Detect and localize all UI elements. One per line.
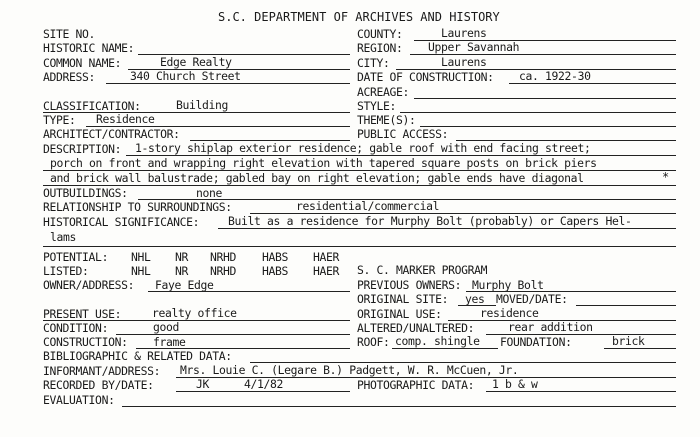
classification-value: Building <box>176 98 229 112</box>
listed-option-nhl: NHL <box>131 264 151 278</box>
bibliographic-label: BIBLIOGRAPHIC & RELATED DATA: <box>43 349 232 363</box>
listed-option-nr: NR <box>175 264 189 278</box>
description-line-2: porch on front and wrapping right elevation with tapered square posts on brick piers <box>50 156 597 170</box>
altered-value: rear addition <box>508 320 593 334</box>
construction-value: frame <box>153 335 186 349</box>
outbuildings-label: OUTBUILDINGS: <box>43 186 128 200</box>
county-value: Laurens <box>441 26 487 40</box>
description-line-3: and brick wall balustrade; gabled bay on right elevation; gable ends have diagonal <box>50 171 584 185</box>
original-use-label: ORIGINAL USE: <box>357 307 442 321</box>
foundation-label: FOUNDATION: <box>500 335 572 349</box>
public-access-label: PUBLIC ACCESS: <box>357 127 449 141</box>
historical-significance-underline-2 <box>43 246 676 247</box>
condition-underline <box>116 334 350 335</box>
condition-label: CONDITION: <box>43 321 109 335</box>
historical-significance-underline-1 <box>218 228 676 229</box>
owner-address-value: Faye Edge <box>155 278 214 292</box>
description-underline-3 <box>43 185 676 186</box>
outbuildings-value: none <box>196 186 223 200</box>
classification-underline <box>43 112 350 113</box>
relationship-value: residential/commercial <box>296 199 440 213</box>
type-label: TYPE: <box>43 113 76 127</box>
original-use-value: residence <box>480 306 539 320</box>
address-label: ADDRESS: <box>43 70 96 84</box>
common-name-value: Edge Realty <box>160 55 232 69</box>
listed-label: LISTED: <box>43 264 89 278</box>
photographic-data-value: 1 b & w <box>492 377 538 391</box>
historical-significance-line-1: Built as a residence for Murphy Bolt (probably) or Capers Hel- <box>228 214 632 228</box>
themes-label: THEME(S): <box>357 113 416 127</box>
style-underline <box>400 112 676 113</box>
roof-underline <box>392 348 498 349</box>
present-use-value: realty office <box>152 306 237 320</box>
previous-owners-value: Murphy Bolt <box>472 278 544 292</box>
common-name-label: COMMON NAME: <box>43 56 122 70</box>
previous-owners-label: PREVIOUS OWNERS: <box>357 278 462 292</box>
potential-option-nr: NR <box>175 250 189 264</box>
relationship-label: RELATIONSHIP TO SURROUNDINGS: <box>43 200 232 214</box>
date-of-construction-underline <box>509 83 676 84</box>
potential-option-nhl: NHL <box>131 250 151 264</box>
themes-underline <box>420 126 676 127</box>
evaluation-underline <box>122 406 676 407</box>
historic-name-label: HISTORIC NAME: <box>43 41 135 55</box>
acreage-label: ACREAGE: <box>357 85 410 99</box>
type-value: Residence <box>96 112 155 126</box>
recorded-date-value: 4/1/82 <box>244 377 284 391</box>
address-underline <box>106 83 350 84</box>
informant-label: INFORMANT/ADDRESS: <box>43 364 161 378</box>
architect-label: ARCHITECT/CONTRACTOR: <box>43 127 180 141</box>
roof-label: ROOF: <box>357 335 390 349</box>
description-label: DESCRIPTION: <box>43 142 122 156</box>
acreage-underline <box>414 98 676 99</box>
date-of-construction-label: DATE OF CONSTRUCTION: <box>357 70 494 84</box>
condition-value: good <box>153 320 180 334</box>
potential-option-nrhd: NRHD <box>210 250 237 264</box>
site-no-label: SITE NO. <box>43 27 96 41</box>
altered-label: ALTERED/UNALTERED: <box>357 321 475 335</box>
construction-label: CONSTRUCTION: <box>43 335 128 349</box>
county-label: COUNTY: <box>357 27 403 41</box>
photographic-data-underline <box>486 391 676 392</box>
description-continuation-mark: * <box>662 170 670 184</box>
informant-value: Mrs. Louie C. (Legare B.) Padgett, W. R. McCuen, Jr. <box>180 363 519 377</box>
city-value: Laurens <box>441 55 487 69</box>
historical-significance-line-2: lams <box>50 230 77 244</box>
moved-date-underline <box>576 305 676 306</box>
description-line-1: 1-story shiplap exterior residence; gable roof with end facing street; <box>135 141 591 155</box>
recorded-by-underline <box>176 391 350 392</box>
style-label: STYLE: <box>357 99 397 113</box>
original-site-value: yes <box>465 292 485 306</box>
form-header: S.C. DEPARTMENT OF ARCHIVES AND HISTORY <box>218 10 500 24</box>
owner-address-label: OWNER/ADDRESS: <box>43 278 135 292</box>
listed-option-nrhd: NRHD <box>210 264 237 278</box>
listed-option-habs: HABS <box>262 264 289 278</box>
photographic-data-label: PHOTOGRAPHIC DATA: <box>357 378 475 392</box>
owner-address-underline <box>148 291 350 292</box>
historical-significance-label: HISTORICAL SIGNIFICANCE: <box>43 215 200 229</box>
region-value: Upper Savannah <box>428 40 520 54</box>
present-use-label: PRESENT USE: <box>43 307 122 321</box>
classification-label: CLASSIFICATION: <box>43 99 141 113</box>
potential-label: POTENTIAL: <box>43 250 109 264</box>
evaluation-label: EVALUATION: <box>43 393 115 407</box>
listed-option-haer: HAER <box>313 264 340 278</box>
foundation-underline <box>604 348 676 349</box>
foundation-value: brick <box>612 334 645 348</box>
moved-date-label: MOVED/DATE: <box>496 292 568 306</box>
potential-option-haer: HAER <box>313 250 340 264</box>
date-of-construction-value: ca. 1922-30 <box>519 69 591 83</box>
marker-program-heading: S. C. MARKER PROGRAM <box>357 263 488 277</box>
recorded-by-label: RECORDED BY/DATE: <box>43 378 154 392</box>
recorded-by-value: JK <box>196 377 210 391</box>
region-label: REGION: <box>357 41 403 55</box>
address-value: 340 Church Street <box>130 69 241 83</box>
roof-value: comp. shingle <box>395 334 480 348</box>
potential-option-habs: HABS <box>262 250 289 264</box>
city-label: CITY: <box>357 56 390 70</box>
original-site-label: ORIGINAL SITE: <box>357 292 449 306</box>
